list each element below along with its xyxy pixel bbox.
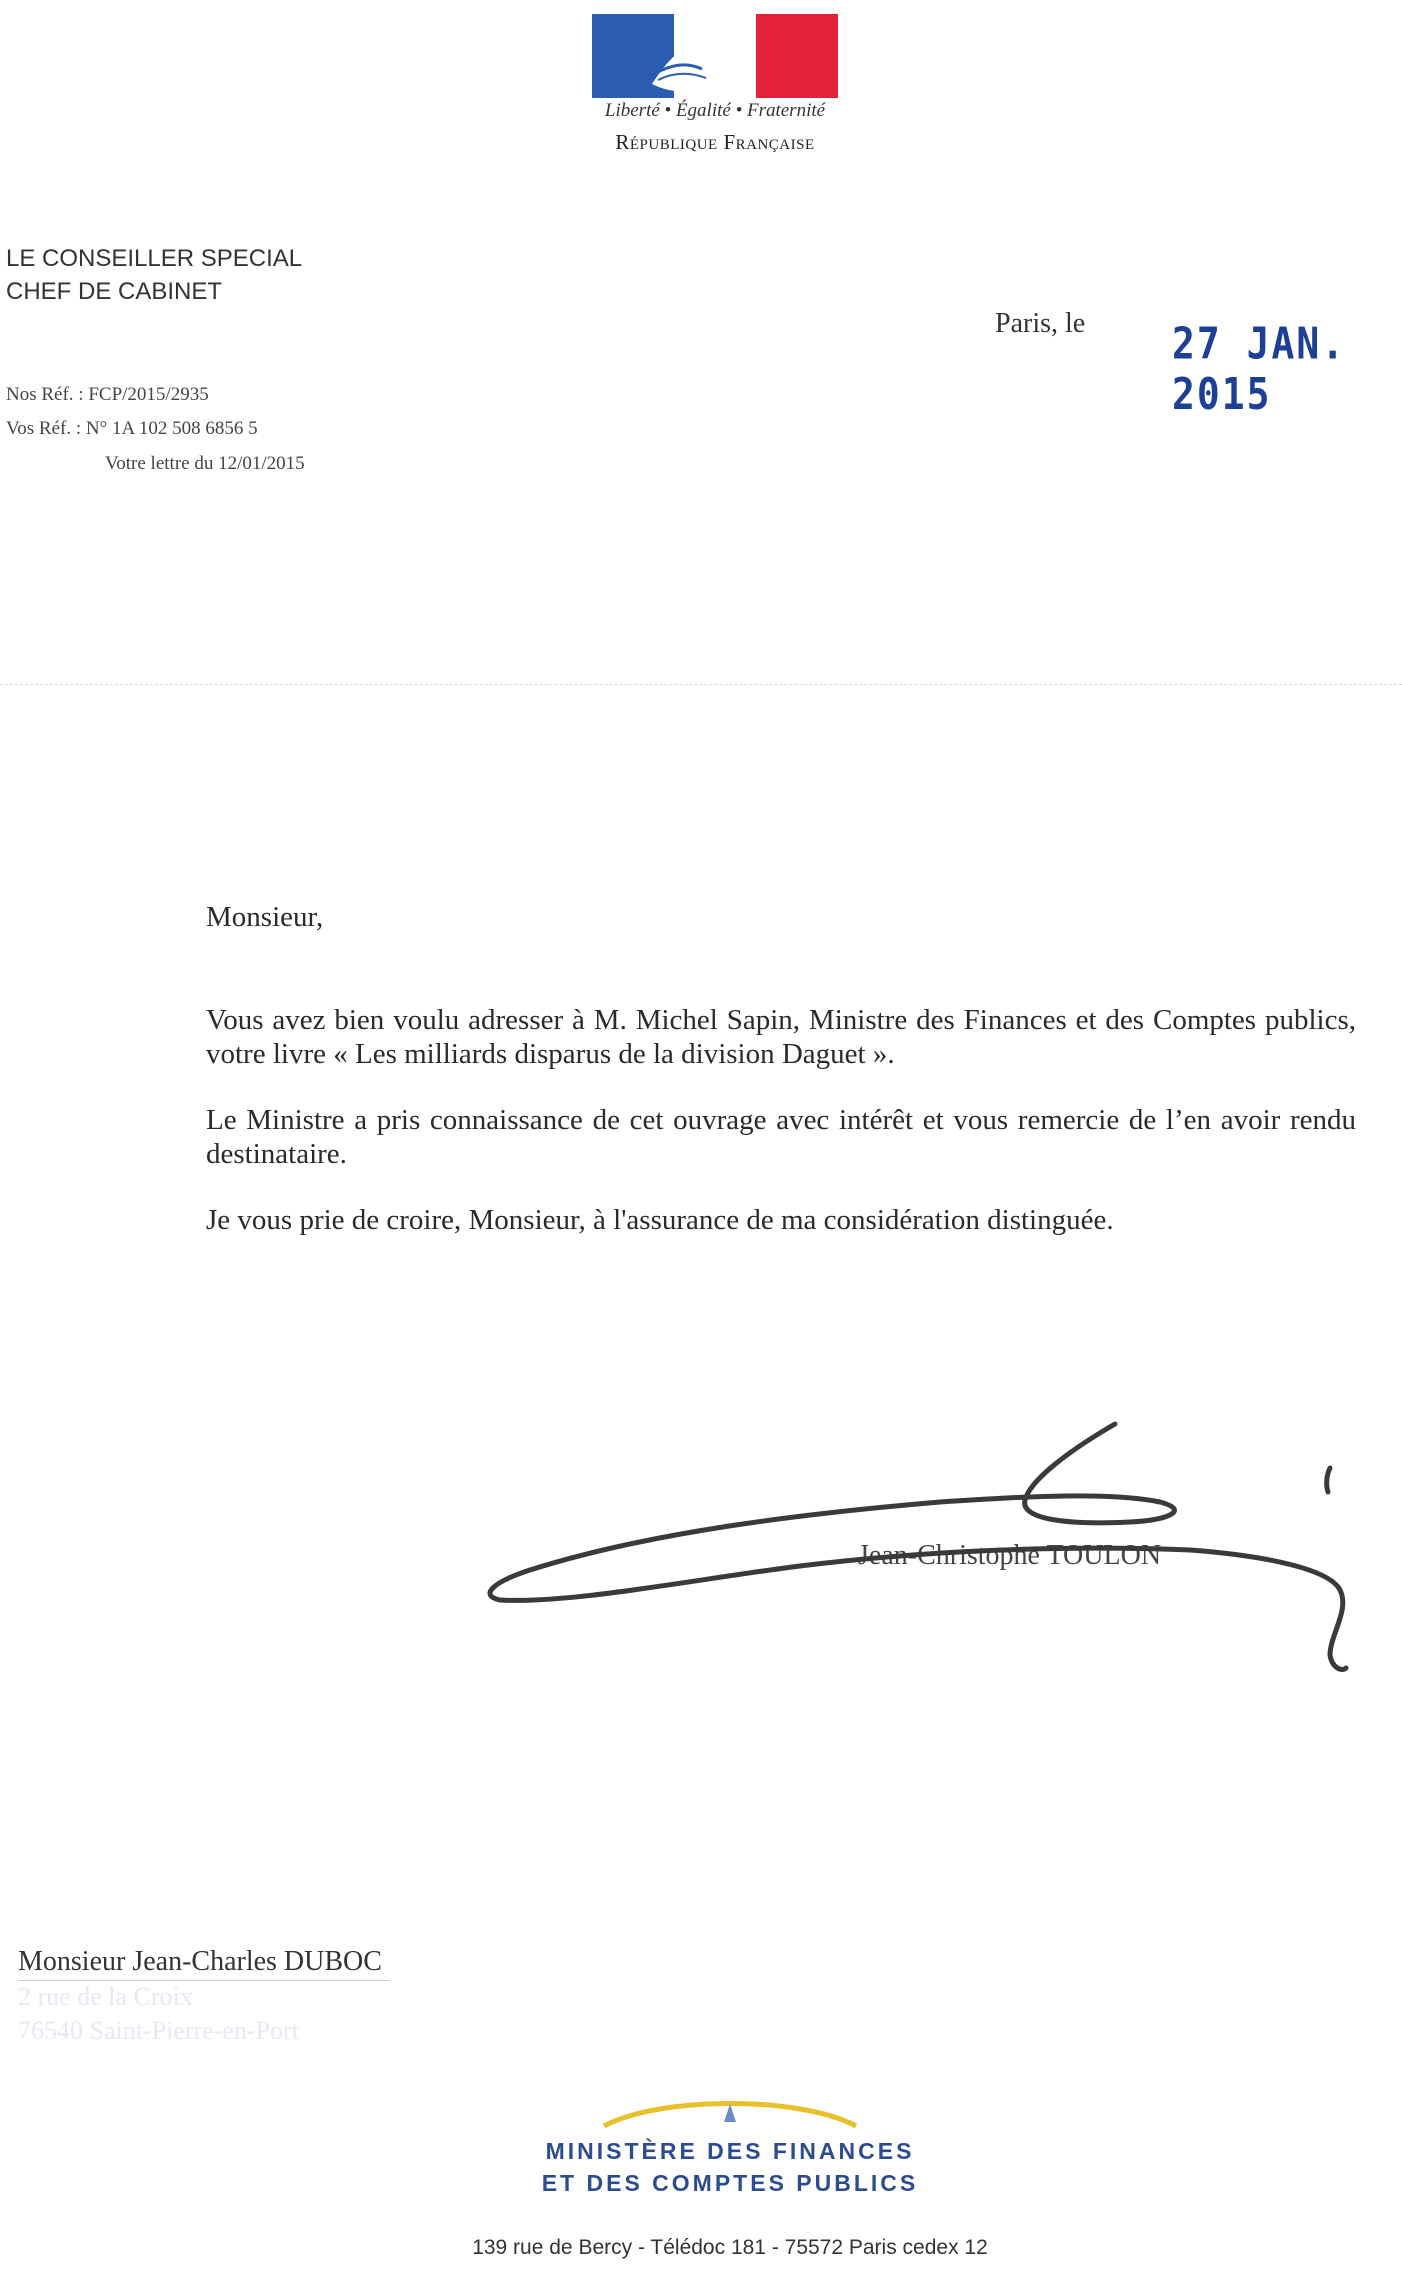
recipient-address-line-1: 2 rue de la Croix [18, 1982, 193, 2011]
recipient-name: Monsieur Jean-Charles DUBOC [18, 1946, 390, 1981]
ministry-name-line-1: MINISTÈRE DES FINANCES [545, 2138, 915, 2164]
signatory-name: Jean-Christophe TOULON [858, 1540, 1162, 1571]
republic-name: République Française [615, 130, 815, 154]
marianne-logo [592, 14, 838, 98]
date-stamp: 27 JAN. 2015 [1172, 318, 1347, 420]
sender-subtitle: CHEF DE CABINET [6, 278, 223, 305]
letter-paragraph-2: Le Ministre a pris connaissance de cet ouvrage avec intérêt et vous remercie de l’en avoir rendu destinataire. [206, 1104, 1356, 1170]
date-place: Paris, le [995, 308, 1086, 339]
fold-line [0, 684, 1402, 685]
ministry-arc-logo [600, 2086, 860, 2134]
salutation: Monsieur, [206, 901, 324, 933]
recipient-address-line-2: 76540 Saint-Pierre-en-Port [18, 2016, 299, 2045]
letter-paragraph-1: Vous avez bien voulu adresser à M. Michel Sapin, Ministre des Finances et des Comptes publics, votre livre « Les milliards disparus de la division Daguet ». [206, 1004, 1356, 1070]
our-reference: Nos Réf. : FCP/2015/2935 [6, 384, 209, 405]
your-reference: Vos Réf. : N° 1A 102 508 6856 5 [6, 418, 258, 439]
handwritten-signature [470, 1410, 1370, 1680]
letter-paragraph-3: Je vous prie de croire, Monsieur, à l'assurance de ma considération distinguée. [206, 1204, 1114, 1236]
republic-motto: Liberté • Égalité • Fraternité [604, 100, 826, 121]
ministry-address: 139 rue de Bercy - Télédoc 181 - 75572 Paris cedex 12 [472, 2236, 988, 2259]
ministry-name-line-2: ET DES COMPTES PUBLICS [541, 2170, 919, 2196]
your-letter-date: Votre lettre du 12/01/2015 [105, 453, 305, 474]
sender-title: LE CONSEILLER SPECIAL [6, 245, 303, 272]
